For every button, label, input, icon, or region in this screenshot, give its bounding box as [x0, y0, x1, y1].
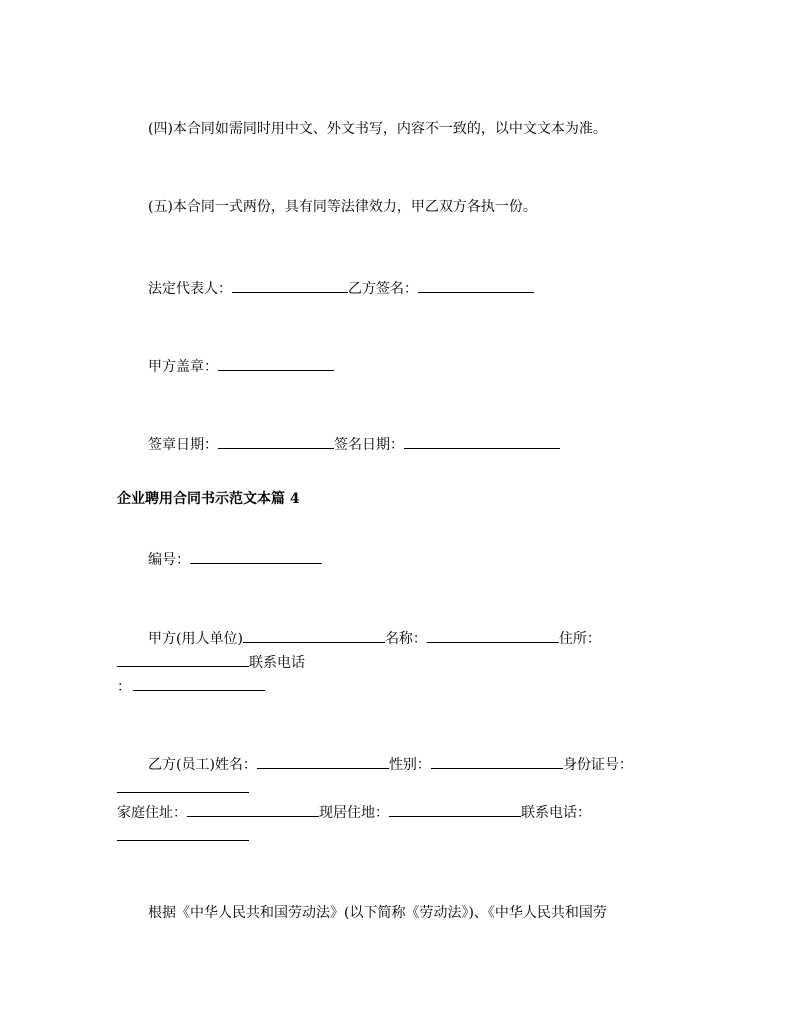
party-a-address-label: 住所： [558, 631, 601, 647]
party-a-name-blank [427, 628, 559, 643]
party-a-row-2 [117, 652, 305, 672]
party-a-row-3 [117, 676, 265, 696]
party-a-phone-label: 联系电话 [249, 655, 305, 671]
party-b-home-address-label: 家庭住址： [117, 805, 187, 821]
seal-date-label: 签章日期： [148, 437, 218, 453]
party-b-row-3 [117, 802, 591, 822]
number-row [148, 549, 322, 569]
sign-date-label: 签名日期： [334, 437, 404, 453]
party-b-id-label: 身份证号： [562, 757, 633, 773]
party-a-phone-colon: ： [117, 679, 131, 695]
legal-rep-label: 法定代表人： [148, 281, 232, 297]
party-b-home-address-blank [187, 802, 319, 817]
party-a-phone-blank [133, 676, 265, 691]
party-a-seal-label: 甲方盖章： [148, 359, 218, 375]
party-b-label: 乙方(员工)姓名： [148, 757, 257, 773]
party-b-sign-label: 乙方签名： [348, 281, 418, 297]
party-b-name-blank [257, 754, 389, 769]
party-b-current-address-blank [389, 802, 521, 817]
party-b-sign-blank [418, 278, 534, 293]
party-b-row [148, 754, 633, 774]
party-a-seal-row [148, 356, 334, 376]
party-b-row-2 [117, 778, 249, 798]
clause-5: (五)本合同一式两份，具有同等法律效力，甲乙双方各执一份。 [148, 199, 537, 215]
date-row [148, 434, 560, 454]
party-b-phone-label: 联系电话： [521, 805, 591, 821]
seal-date-blank [218, 434, 334, 449]
party-a-row [148, 628, 601, 648]
party-b-gender-blank [431, 754, 563, 769]
party-b-phone-blank [117, 826, 249, 841]
party-a-label: 甲方(用人单位) [148, 631, 243, 647]
party-b-id-blank [117, 778, 249, 793]
number-label: 编号： [148, 552, 190, 568]
legal-rep-row [148, 278, 534, 298]
party-a-address-blank [117, 652, 249, 667]
clause-4: (四)本合同如需同时用中文、外文书写，内容不一致的，以中文文本为准。 [148, 121, 607, 137]
party-a-blank [243, 628, 385, 643]
party-b-current-address-label: 现居住地： [319, 805, 389, 821]
preamble: 根据《中华人民共和国劳动法》(以下简称《劳动法》)、《中华人民共和国劳 [148, 905, 607, 921]
sign-date-blank [404, 434, 560, 449]
party-b-gender-label: 性别： [388, 757, 431, 773]
party-a-name-label: 名称： [384, 631, 427, 647]
party-b-row-4 [117, 826, 249, 846]
legal-rep-blank [232, 278, 348, 293]
party-a-seal-blank [218, 356, 334, 371]
number-blank [190, 549, 322, 564]
section-heading: 企业聘用合同书示范文本篇 4 [117, 491, 300, 507]
